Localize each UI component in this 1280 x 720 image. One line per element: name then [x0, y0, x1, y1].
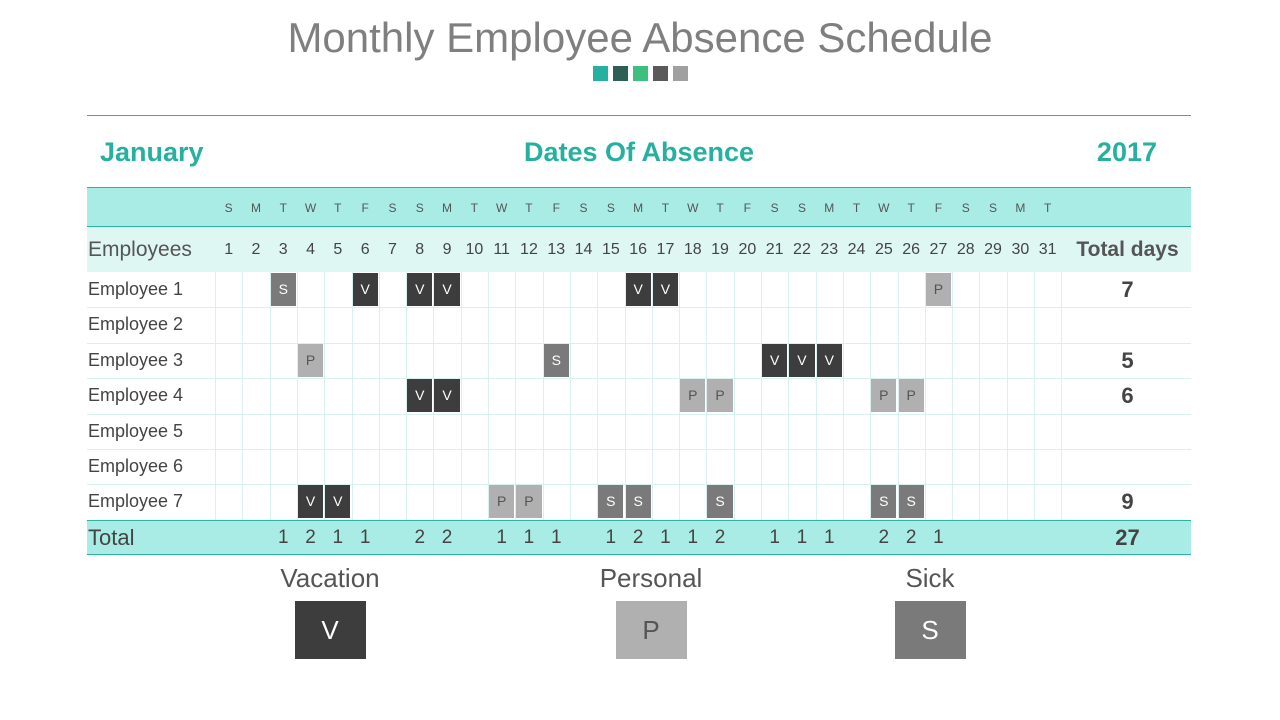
daily-total: 1 [277, 527, 289, 548]
date-number: 17 [656, 241, 675, 258]
day-of-week-label: T [852, 201, 861, 215]
daily-total: 1 [550, 527, 562, 548]
daily-total: 1 [523, 527, 535, 548]
grid-line [324, 272, 325, 520]
grid-line [925, 272, 926, 520]
absence-mark: S [871, 485, 896, 518]
employee-name: Employee 7 [88, 491, 184, 512]
grid-line [1007, 272, 1008, 520]
grid-line [87, 378, 1191, 379]
date-number: 5 [333, 241, 343, 258]
day-of-week-label: S [224, 201, 233, 215]
legend-label: Personal [599, 563, 703, 593]
color-swatch [673, 66, 688, 81]
day-of-week-label: M [442, 201, 453, 215]
day-of-week-label: M [824, 201, 835, 215]
date-number: 20 [738, 241, 757, 258]
grid-line [352, 272, 353, 520]
daily-total: 1 [769, 527, 780, 548]
grid-line [87, 307, 1191, 308]
grid-line [652, 272, 653, 520]
day-of-week-row [87, 187, 1191, 227]
grid-line [979, 272, 980, 520]
color-swatches [593, 66, 688, 81]
grid-line [1061, 272, 1062, 520]
day-of-week-label: M [250, 201, 261, 215]
grid-line [242, 272, 243, 520]
daily-total: 2 [305, 527, 316, 548]
schedule-header [87, 130, 1191, 175]
date-number: 3 [278, 241, 288, 258]
date-number: 21 [765, 241, 784, 258]
employee-name: Employee 4 [88, 385, 184, 406]
employee-name: Employee 2 [88, 314, 184, 335]
grid-line [379, 272, 380, 520]
day-of-week-label: T [470, 201, 478, 215]
date-number: 23 [820, 241, 839, 258]
date-number: 12 [520, 241, 538, 258]
absence-mark: P [298, 344, 323, 377]
employee-name: Employee 3 [88, 349, 184, 370]
daily-total: 1 [933, 527, 944, 548]
date-number: 27 [929, 241, 948, 258]
grid-line [543, 272, 544, 520]
absence-mark: S [271, 273, 296, 306]
day-of-week-label: F [552, 201, 560, 215]
total-days-column-header: Total days [1076, 238, 1179, 261]
date-number: 31 [1038, 241, 1057, 258]
day-of-week-label: W [304, 201, 317, 215]
daily-total: 1 [687, 527, 699, 548]
absence-mark: V [789, 344, 814, 377]
grid-line [87, 449, 1191, 450]
legend-swatch: P [616, 601, 687, 659]
absence-mark: V [817, 344, 842, 377]
employee-total-days [1064, 449, 1191, 484]
year-label: 2017 [1096, 137, 1157, 167]
employee-total-days: 5 [1121, 347, 1134, 373]
day-of-week-label: T [1043, 201, 1052, 215]
absence-mark: V [298, 485, 323, 518]
daily-total: 1 [660, 527, 671, 548]
date-number: 13 [547, 241, 566, 258]
date-number: 26 [902, 241, 921, 258]
daily-total: 1 [796, 527, 808, 548]
date-number: 25 [874, 241, 893, 258]
date-number: 8 [415, 241, 425, 258]
grid-line [816, 272, 817, 520]
day-of-week-label: F [743, 201, 751, 215]
daily-total: 1 [496, 527, 507, 548]
day-of-week-label: W [495, 201, 508, 215]
employee-total-days [1064, 307, 1191, 342]
grid-line [761, 272, 762, 520]
absence-mark: V [353, 273, 378, 306]
employee-name: Employee 1 [88, 279, 184, 299]
absence-mark: V [407, 379, 432, 412]
page-title: Monthly Employee Absence Schedule [287, 14, 993, 61]
grid-line [734, 272, 735, 520]
grid-line [625, 272, 626, 520]
absence-mark: P [926, 273, 951, 306]
daily-total: 2 [632, 527, 644, 548]
grid-line [570, 272, 571, 520]
daily-total: 1 [359, 527, 371, 548]
absence-mark: S [598, 485, 623, 518]
daily-total: 2 [414, 527, 426, 548]
grand-total: 27 [1115, 525, 1140, 550]
daily-total: 1 [605, 527, 617, 548]
daily-total: 2 [441, 527, 453, 548]
grid-line [788, 272, 789, 520]
legend-personal [581, 562, 721, 659]
employee-name: Employee 6 [88, 456, 184, 476]
color-swatch [613, 66, 628, 81]
grid-line [87, 343, 1191, 344]
absence-mark: P [899, 379, 924, 412]
legend-label: Sick [905, 563, 955, 593]
day-of-week-label: S [770, 201, 779, 215]
date-number: 28 [956, 241, 975, 258]
legend-sick [860, 562, 1000, 659]
day-of-week-label: F [361, 201, 369, 215]
absence-mark: P [516, 485, 541, 518]
date-number: 7 [387, 241, 397, 258]
date-number: 16 [629, 241, 648, 258]
color-swatch [653, 66, 668, 81]
absence-mark: V [653, 273, 678, 306]
grid-line [461, 272, 462, 520]
grid-line [843, 272, 844, 520]
day-of-week-label: T [716, 201, 724, 215]
total-row-label: Total [88, 525, 135, 550]
grid-line [215, 272, 216, 520]
day-of-week-label: T [907, 201, 915, 215]
dates-of-absence-heading: Dates Of Absence [523, 137, 755, 167]
absence-mark: V [434, 379, 459, 412]
legend-vacation [260, 562, 400, 659]
day-of-week-label: T [661, 201, 670, 215]
absence-mark: S [899, 485, 924, 518]
day-of-week-label: F [934, 201, 943, 215]
grid-line [87, 414, 1191, 415]
date-number: 15 [601, 241, 620, 258]
employees-column-header: Employees [88, 238, 192, 261]
day-of-week-label: M [1015, 201, 1026, 215]
date-number: 22 [793, 241, 811, 258]
day-of-week-label: T [334, 201, 342, 215]
absence-mark: P [680, 379, 705, 412]
legend-swatch: S [895, 601, 966, 659]
absence-mark: P [871, 379, 896, 412]
grid-line [1034, 272, 1035, 520]
grid-line [488, 272, 489, 520]
date-number: 10 [465, 241, 484, 258]
date-number: 2 [251, 241, 261, 258]
grid-line [515, 272, 516, 520]
legend-label: Vacation [280, 563, 380, 593]
absence-mark: S [707, 485, 732, 518]
day-of-week-label: S [388, 201, 397, 215]
day-of-week-label: S [989, 201, 998, 215]
date-number-row [87, 227, 1191, 272]
month-label: January [100, 137, 204, 167]
date-number: 29 [984, 241, 1002, 258]
daily-total: 2 [905, 527, 917, 548]
date-number: 6 [360, 241, 370, 258]
date-number: 24 [847, 241, 866, 258]
absence-mark: P [489, 485, 514, 518]
day-of-week-label: W [687, 201, 699, 215]
date-number: 9 [442, 241, 452, 258]
date-number: 1 [224, 241, 234, 258]
divider [87, 115, 1191, 116]
employee-total-days: 6 [1121, 383, 1134, 409]
daily-total: 1 [332, 527, 344, 548]
day-of-week-label: S [415, 201, 424, 215]
employee-name: Employee 5 [88, 420, 184, 441]
absence-mark: S [544, 344, 569, 377]
employee-rows [87, 272, 1191, 520]
date-number: 11 [493, 241, 510, 258]
color-swatch [633, 66, 648, 81]
employee-total-days: 7 [1121, 277, 1134, 302]
grid-line [297, 272, 298, 520]
employee-total-days [1064, 414, 1191, 449]
date-number: 18 [683, 241, 702, 258]
employee-total-days: 9 [1121, 489, 1134, 515]
absence-mark: P [707, 379, 732, 412]
daily-total: 2 [714, 527, 726, 548]
day-of-week-label: S [961, 201, 970, 215]
absence-mark: V [434, 273, 459, 306]
day-of-week-label: S [797, 201, 806, 215]
absence-mark: V [325, 485, 350, 518]
absence-mark: S [626, 485, 651, 518]
absence-mark: V [762, 344, 787, 377]
grid-line [270, 272, 271, 520]
absence-mark: V [407, 273, 432, 306]
date-number: 30 [1011, 241, 1030, 258]
day-of-week-label: T [525, 201, 533, 215]
date-number: 19 [711, 241, 729, 258]
day-of-week-label: T [279, 201, 287, 215]
day-of-week-label: M [633, 201, 644, 215]
absence-mark: V [626, 273, 651, 306]
day-of-week-label: W [878, 201, 890, 215]
color-swatch [593, 66, 608, 81]
grid-line [952, 272, 953, 520]
daily-total: 2 [878, 527, 890, 548]
grid-line [597, 272, 598, 520]
total-row [87, 520, 1191, 555]
legend-swatch: V [295, 601, 366, 659]
date-number: 4 [306, 241, 315, 258]
day-of-week-label: S [606, 201, 615, 215]
day-of-week-label: S [579, 201, 588, 215]
date-number: 14 [574, 241, 593, 258]
daily-total: 1 [823, 527, 835, 548]
